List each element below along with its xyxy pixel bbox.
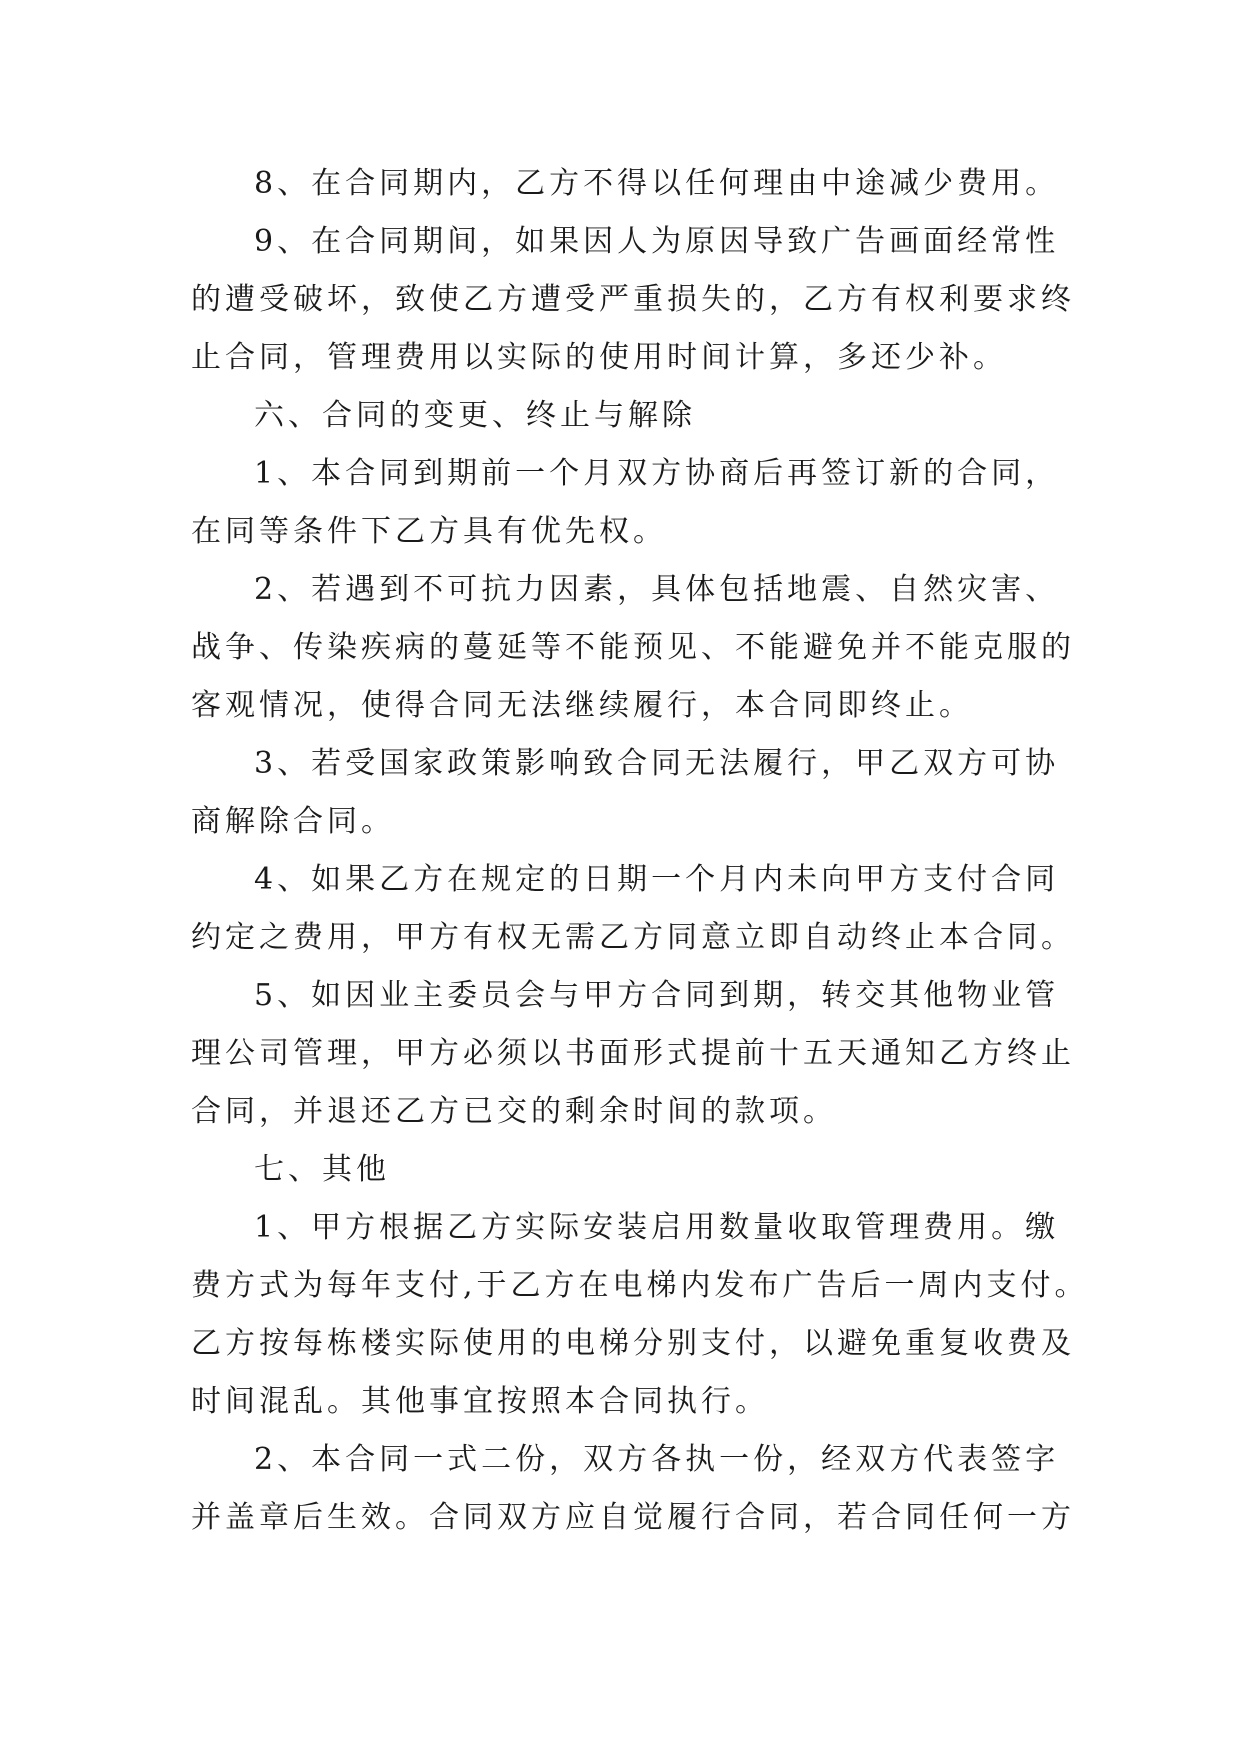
paragraph-line: 合同，并退还乙方已交的剩余时间的款项。 [191, 1094, 837, 1129]
paragraph-line: 2、若遇到不可抗力因素，具体包括地震、自然灾害、 [254, 572, 1060, 607]
paragraph-line: 时间混乱。其他事宜按照本合同执行。 [191, 1384, 769, 1419]
paragraph-line: 5、如因业主委员会与甲方合同到期，转交其他物业管 [254, 978, 1060, 1013]
paragraph-line: 3、若受国家政策影响致合同无法履行，甲乙双方可协 [254, 746, 1060, 781]
section-heading: 七、其他 [254, 1152, 390, 1187]
paragraph-line: 9、在合同期间，如果因人为原因导致广告画面经常性 [254, 224, 1060, 259]
paragraph-line: 止合同，管理费用以实际的使用时间计算，多还少补。 [191, 340, 1007, 375]
section-heading: 六、合同的变更、终止与解除 [254, 398, 696, 433]
paragraph-line: 4、如果乙方在规定的日期一个月内未向甲方支付合同 [254, 862, 1060, 897]
paragraph-line: 的遭受破坏，致使乙方遭受严重损失的，乙方有权利要求终 [191, 282, 1075, 317]
paragraph-line: 战争、传染疾病的蔓延等不能预见、不能避免并不能克服的 [191, 630, 1075, 665]
paragraph-line: 并盖章后生效。合同双方应自觉履行合同，若合同任何一方 [191, 1500, 1075, 1535]
paragraph-line: 8、在合同期内，乙方不得以任何理由中途减少费用。 [254, 166, 1060, 201]
paragraph-line: 乙方按每栋楼实际使用的电梯分别支付，以避免重复收费及 [191, 1326, 1075, 1361]
paragraph-line: 1、本合同到期前一个月双方协商后再签订新的合同， [254, 456, 1060, 491]
paragraph-line: 理公司管理，甲方必须以书面形式提前十五天通知乙方终止 [191, 1036, 1075, 1071]
paragraph-line: 客观情况，使得合同无法继续履行，本合同即终止。 [191, 688, 973, 723]
paragraph-line: 2、本合同一式二份，双方各执一份，经双方代表签字 [254, 1442, 1060, 1477]
paragraph-line: 费方式为每年支付,于乙方在电梯内发布广告后一周内支付。 [191, 1268, 1089, 1303]
paragraph-line: 在同等条件下乙方具有优先权。 [191, 514, 667, 549]
paragraph-line: 商解除合同。 [191, 804, 395, 839]
paragraph-line: 1、甲方根据乙方实际安装启用数量收取管理费用。缴 [254, 1210, 1060, 1245]
paragraph-line: 约定之费用，甲方有权无需乙方同意立即自动终止本合同。 [191, 920, 1075, 955]
